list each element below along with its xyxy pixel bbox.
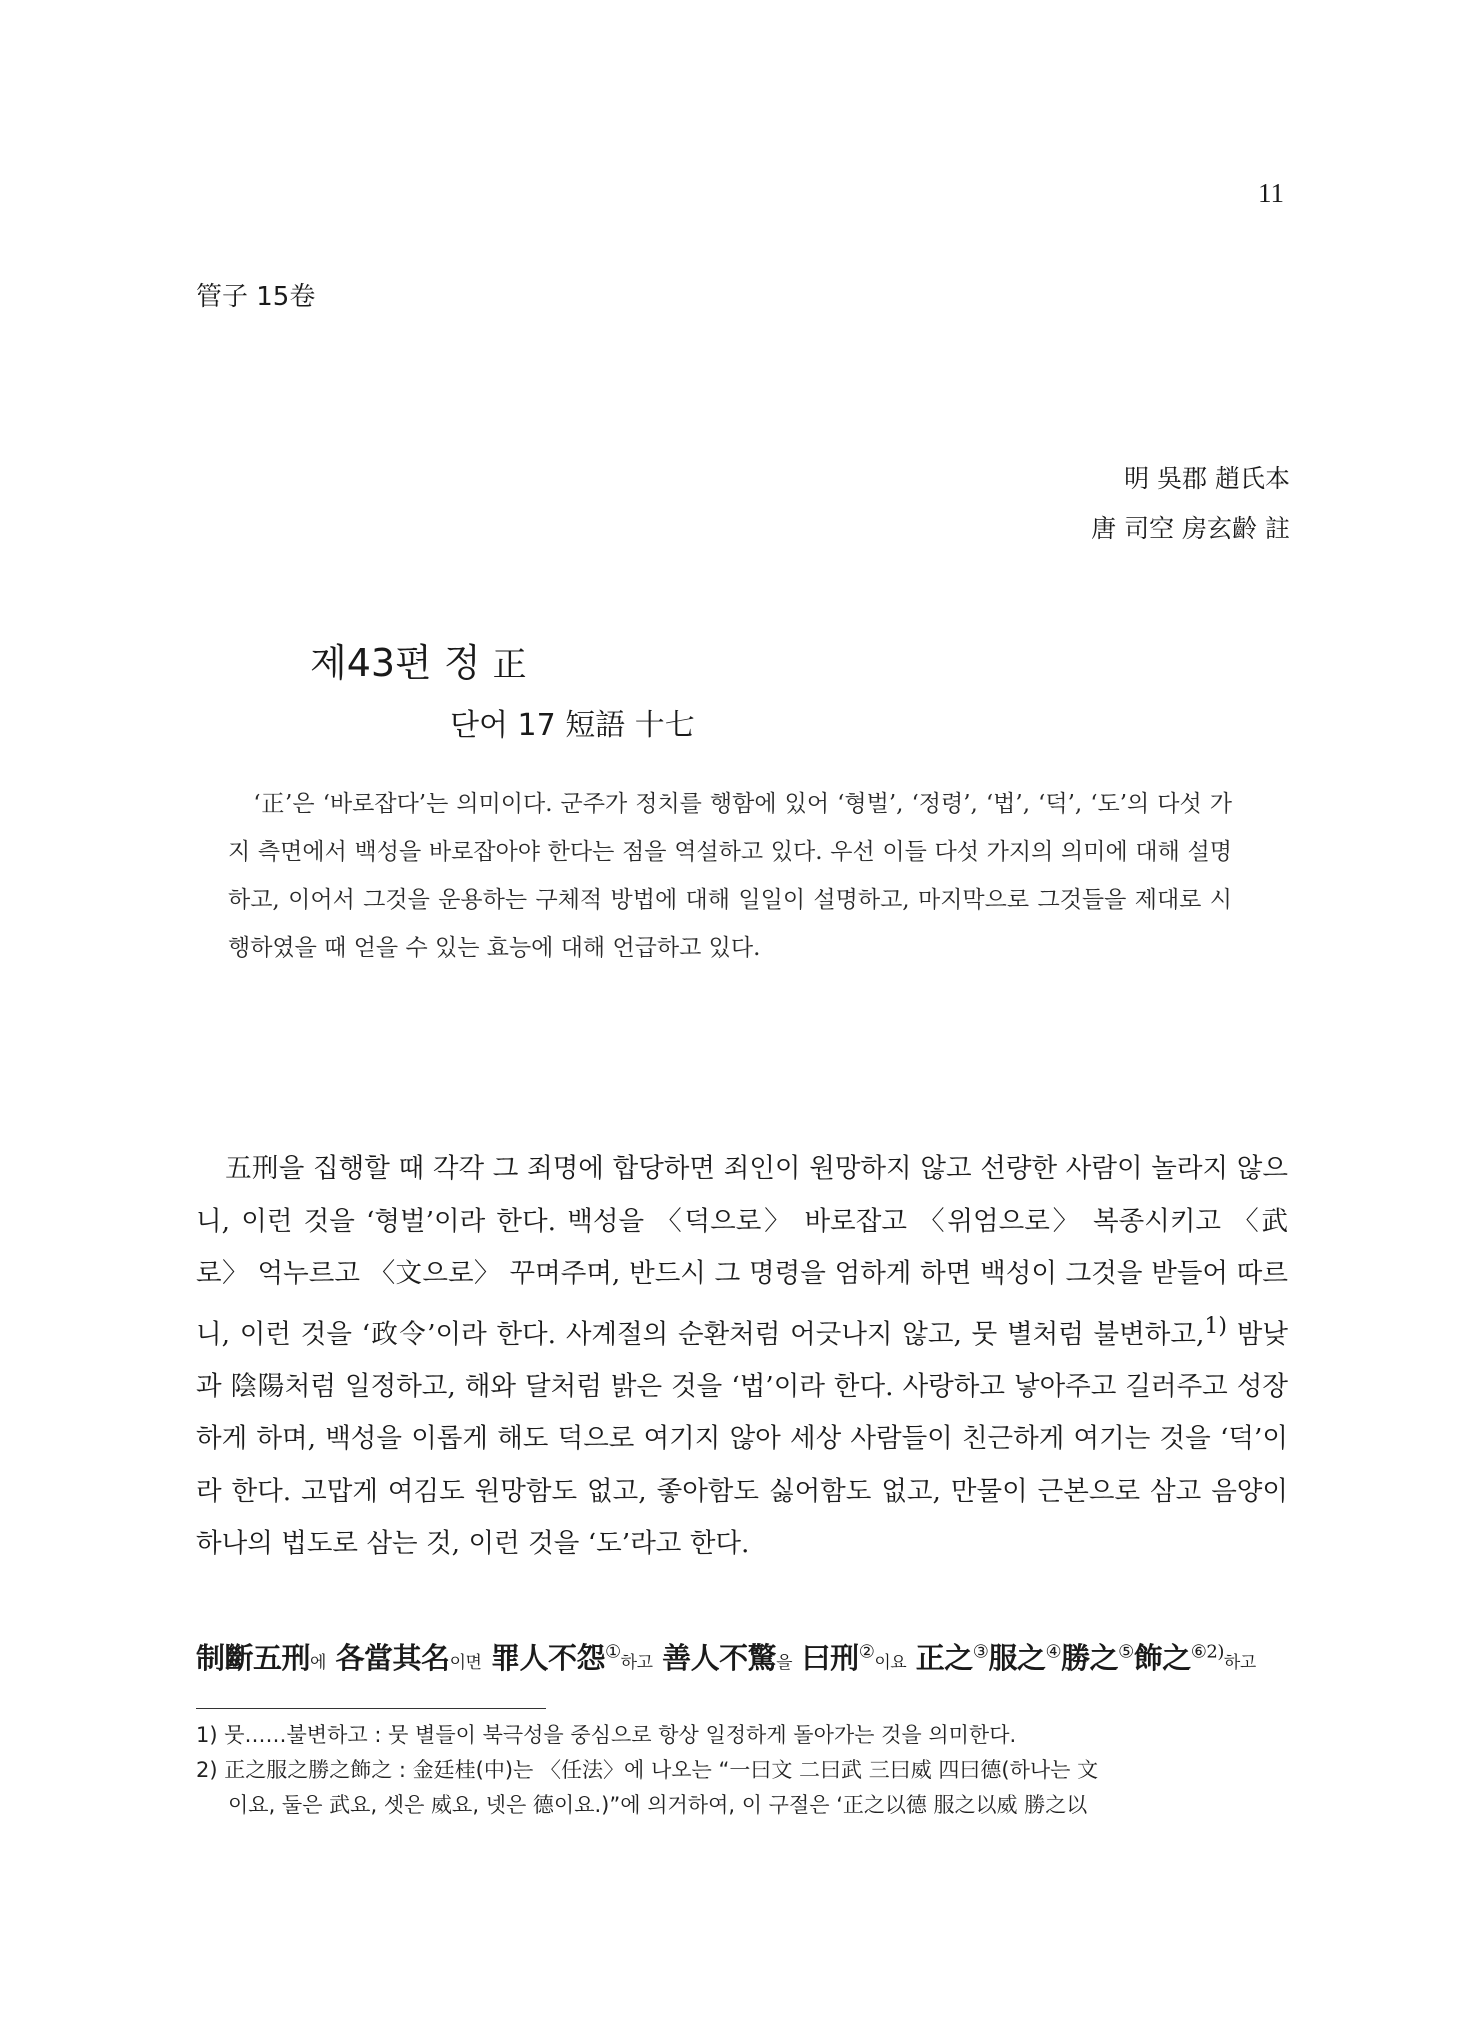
original-text [196,1636,1296,1677]
translation-text-2: 밤낮과 陰陽처럼 일정하고, 해와 달처럼 밝은 것을 ‘법’이라 한다. 사랑하고 낳아주고 길러주고 성장하게 하며, 백성을 이롭게 해도 덕으로 여기지 않아 세상 사람들이 친근하게 여기는 것을 ‘덕’이라 한다. 고맙게 여김도 원망함도 없고, 좋아함도 싫어함도 없고, 만물이 근본으로 삼고 음양이 하나의 법도로 삼는 것, 이런 것을 ‘도’라고 한다. [196,1318,1288,1560]
edition-line-2: 唐 司空 房玄齡 註 [1091,514,1290,543]
orig-hanja: 罪人不怨 [481,1641,606,1675]
orig-note-marker: ③ [972,1641,989,1663]
chapter-title-korean: 제43편 정 [310,641,481,685]
chapter-subtitle: 단어 17 短語 十七 [450,708,695,743]
footnote-1: 1) 뭇……불변하고 : 뭇 별들이 북극성을 중심으로 항상 일정하게 돌아가는 것을 의미한다. [196,1723,1017,1747]
footnote-2 [196,1753,1296,1823]
orig-note-marker: ④ [1045,1641,1062,1663]
orig-particle: 이면 [449,1653,482,1673]
orig-hanja: 制斷五刑 [196,1641,311,1675]
footnote-2-line-1: 2) 正之服之勝之飾之 : 金廷桂(中)는 〈任法〉에 나오는 “一曰文 二曰武 三曰威 四曰德(하나는 文 [196,1758,1099,1782]
orig-note-marker: ② [858,1641,875,1663]
translation-paragraph [196,1143,1288,1571]
footnote-ref-1: 1) [1204,1313,1228,1339]
edition-info [1091,454,1290,554]
footnote-2-line-2: 이요, 둘은 武요, 셋은 威요, 넷은 德이요.)”에 의거하여, 이 구절은 ‘正之以德 服之以威 勝之以 [228,1793,1088,1817]
orig-hanja: 勝之 [1061,1641,1119,1675]
orig-particle: 에 [310,1653,326,1673]
footnote-divider [196,1708,546,1709]
orig-particle: 이요 [874,1653,907,1673]
orig-particle: 하고 [1223,1653,1256,1673]
orig-hanja: 曰刑 [792,1641,859,1675]
orig-hanja: 善人不驚 [652,1641,777,1675]
orig-particle: 하고 [620,1653,653,1673]
orig-note-marker: ⑥2) [1190,1641,1224,1663]
chapter-summary: ‘正’은 ‘바로잡다’는 의미이다. 군주가 정치를 행함에 있어 ‘형벌’, ‘정령’, ‘법’, ‘덕’, ‘도’의 다섯 가지 측면에서 백성을 바로잡아야 한다는 점을 역설하고 있다. 우선 이들 다섯 가지의 의미에 대해 설명하고, 이어서 그것을 운용하는 구체적 방법에 대해 일일이 설명하고, 마지막으로 그것들을 제대로 시행하였을 때 얻을 수 있는 효능에 대해 언급하고 있다. [228,791,1232,961]
translation-text-1: 五刑을 집행할 때 각각 그 죄명에 합당하면 죄인이 원망하지 않고 선량한 사람이 놀라지 않으니, 이런 것을 ‘형벌’이라 한다. 백성을 〈덕으로〉 바로잡고 〈위엄으로〉 복종시키고 〈武로〉 억누르고 〈文으로〉 꾸며주며, 반드시 그 명령을 엄하게 하면 백성이 그것을 받들어 따르니, 이런 것을 ‘政令’이라 한다. 사계절의 순환처럼 어긋나지 않고, 뭇 별처럼 불변하고, [196,1153,1288,1350]
chapter-title-hanja: 正 [492,645,527,685]
orig-particle: 을 [776,1653,793,1673]
footnotes [196,1718,1296,1823]
chapter-title [310,632,527,687]
orig-note-marker: ⑤ [1118,1641,1134,1663]
edition-line-1: 明 吳郡 趙氏本 [1124,464,1290,493]
orig-hanja: 服之 [988,1641,1046,1675]
orig-hanja: 飾之 [1133,1641,1191,1675]
orig-hanja: 各當其名 [325,1641,450,1675]
page-number: 11 [1258,178,1284,208]
orig-hanja: 正之 [906,1641,973,1675]
orig-note-marker: ① [605,1641,621,1663]
book-title: 管子 15卷 [196,282,316,312]
